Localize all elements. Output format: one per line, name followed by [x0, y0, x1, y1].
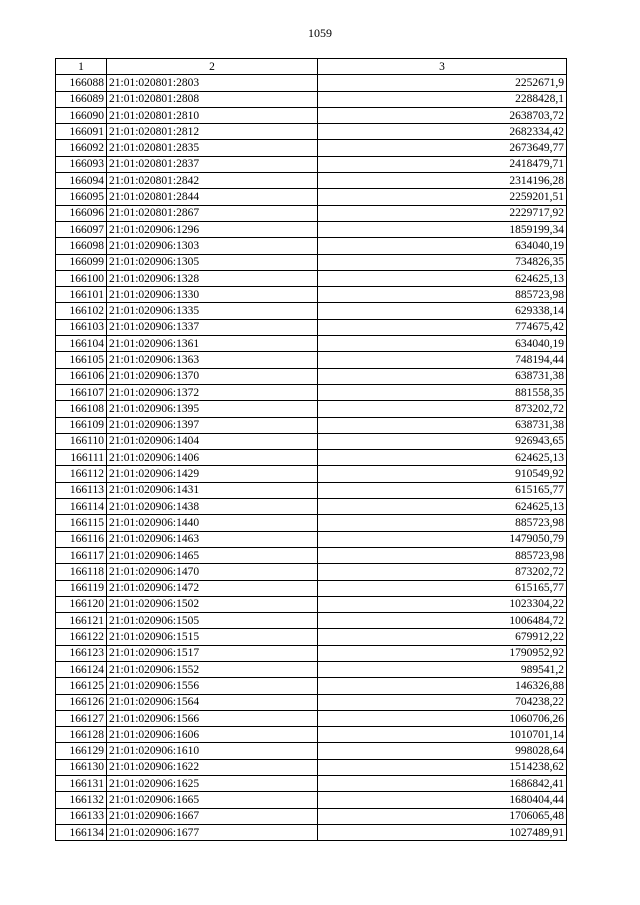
table-row: [56, 91, 567, 107]
cadastral-number-cell: 21:01:020906:1677: [107, 824, 318, 840]
cadastral-number-cell: 21:01:020906:1440: [107, 515, 318, 531]
table-row: [56, 124, 567, 140]
row-number-cell: 166109: [56, 417, 107, 433]
cadastral-number-cell: 21:01:020906:1667: [107, 808, 318, 824]
table-row: [56, 173, 567, 189]
value-cell: 885723,98: [318, 287, 567, 303]
table-row: [56, 482, 567, 498]
value-cell: 1023304,22: [318, 596, 567, 612]
row-number-cell: 166128: [56, 727, 107, 743]
value-cell: 679912,22: [318, 629, 567, 645]
value-cell: 1060706,26: [318, 710, 567, 726]
row-number-cell: 166099: [56, 254, 107, 270]
cadastral-number-cell: 21:01:020906:1305: [107, 254, 318, 270]
cadastral-number-cell: 21:01:020906:1517: [107, 645, 318, 661]
cadastral-number-cell: 21:01:020906:1404: [107, 433, 318, 449]
cadastral-number-cell: 21:01:020906:1556: [107, 678, 318, 694]
table-row: [56, 661, 567, 677]
table-row: [56, 759, 567, 775]
cadastral-number-cell: 21:01:020906:1622: [107, 759, 318, 775]
table-row: [56, 776, 567, 792]
row-number-cell: 166091: [56, 124, 107, 140]
column-header-1: 1: [56, 59, 107, 75]
value-cell: 615165,77: [318, 482, 567, 498]
cadastral-number-cell: 21:01:020801:2842: [107, 173, 318, 189]
value-cell: 2314196,28: [318, 173, 567, 189]
value-cell: 624625,13: [318, 450, 567, 466]
table-row: [56, 270, 567, 286]
value-cell: 734826,35: [318, 254, 567, 270]
table-row: [56, 792, 567, 808]
page-number: 1059: [308, 26, 332, 40]
cadastral-number-cell: 21:01:020906:1470: [107, 564, 318, 580]
value-cell: 624625,13: [318, 270, 567, 286]
row-number-cell: 166090: [56, 107, 107, 123]
value-cell: 926943,65: [318, 433, 567, 449]
row-number-cell: 166101: [56, 287, 107, 303]
cadastral-number-cell: 21:01:020906:1463: [107, 531, 318, 547]
value-cell: 2638703,72: [318, 107, 567, 123]
cadastral-number-cell: 21:01:020801:2810: [107, 107, 318, 123]
table-row: [56, 238, 567, 254]
cadastral-number-cell: 21:01:020906:1438: [107, 499, 318, 515]
row-number-cell: 166132: [56, 792, 107, 808]
row-number-cell: 166092: [56, 140, 107, 156]
cadastral-number-cell: 21:01:020906:1303: [107, 238, 318, 254]
value-cell: 634040,19: [318, 238, 567, 254]
table-row: [56, 75, 567, 91]
cadastral-number-cell: 21:01:020801:2812: [107, 124, 318, 140]
row-number-cell: 166110: [56, 433, 107, 449]
cadastral-number-cell: 21:01:020906:1610: [107, 743, 318, 759]
row-number-cell: 166131: [56, 776, 107, 792]
cadastral-number-cell: 21:01:020801:2844: [107, 189, 318, 205]
row-number-cell: 166122: [56, 629, 107, 645]
table-row: [56, 254, 567, 270]
table-row: [56, 596, 567, 612]
table-row: [56, 221, 567, 237]
row-number-cell: 166089: [56, 91, 107, 107]
table-header-row: [56, 59, 567, 75]
table-row: [56, 205, 567, 221]
cadastral-number-cell: 21:01:020906:1465: [107, 547, 318, 563]
row-number-cell: 166113: [56, 482, 107, 498]
value-cell: 2673649,77: [318, 140, 567, 156]
table-body: [56, 75, 567, 841]
cadastral-number-cell: 21:01:020906:1330: [107, 287, 318, 303]
row-number-cell: 166130: [56, 759, 107, 775]
value-cell: 774675,42: [318, 319, 567, 335]
data-table: [55, 58, 567, 841]
value-cell: 2418479,71: [318, 156, 567, 172]
value-cell: 2682334,42: [318, 124, 567, 140]
table-row: [56, 531, 567, 547]
table-row: [56, 368, 567, 384]
table-row: [56, 613, 567, 629]
table-row: [56, 384, 567, 400]
cadastral-number-cell: 21:01:020906:1431: [107, 482, 318, 498]
table-row: [56, 547, 567, 563]
cadastral-number-cell: 21:01:020801:2808: [107, 91, 318, 107]
table-row: [56, 107, 567, 123]
cadastral-number-cell: 21:01:020801:2837: [107, 156, 318, 172]
row-number-cell: 166129: [56, 743, 107, 759]
cadastral-number-cell: 21:01:020906:1337: [107, 319, 318, 335]
row-number-cell: 166125: [56, 678, 107, 694]
row-number-cell: 166088: [56, 75, 107, 91]
value-cell: 885723,98: [318, 515, 567, 531]
value-cell: 873202,72: [318, 564, 567, 580]
row-number-cell: 166102: [56, 303, 107, 319]
value-cell: 629338,14: [318, 303, 567, 319]
cadastral-number-cell: 21:01:020906:1665: [107, 792, 318, 808]
cadastral-number-cell: 21:01:020906:1552: [107, 661, 318, 677]
cadastral-number-cell: 21:01:020906:1296: [107, 221, 318, 237]
table-row: [56, 808, 567, 824]
row-number-cell: 166120: [56, 596, 107, 612]
cadastral-number-cell: 21:01:020906:1429: [107, 466, 318, 482]
table-row: [56, 433, 567, 449]
value-cell: 1706065,48: [318, 808, 567, 824]
value-cell: 624625,13: [318, 499, 567, 515]
value-cell: 881558,35: [318, 384, 567, 400]
table-row: [56, 189, 567, 205]
column-header-3: 3: [318, 59, 567, 75]
table-row: [56, 710, 567, 726]
row-number-cell: 166106: [56, 368, 107, 384]
row-number-cell: 166097: [56, 221, 107, 237]
row-number-cell: 166116: [56, 531, 107, 547]
value-cell: 1010701,14: [318, 727, 567, 743]
row-number-cell: 166126: [56, 694, 107, 710]
row-number-cell: 166114: [56, 499, 107, 515]
value-cell: 748194,44: [318, 352, 567, 368]
value-cell: 1790952,92: [318, 645, 567, 661]
row-number-cell: 166117: [56, 547, 107, 563]
table-row: [56, 401, 567, 417]
row-number-cell: 166134: [56, 824, 107, 840]
cadastral-number-cell: 21:01:020906:1515: [107, 629, 318, 645]
row-number-cell: 166096: [56, 205, 107, 221]
value-cell: 873202,72: [318, 401, 567, 417]
cadastral-number-cell: 21:01:020906:1328: [107, 270, 318, 286]
cadastral-number-cell: 21:01:020906:1625: [107, 776, 318, 792]
table-row: [56, 466, 567, 482]
table-row: [56, 352, 567, 368]
value-cell: 634040,19: [318, 336, 567, 352]
table-row: [56, 450, 567, 466]
value-cell: 1686842,41: [318, 776, 567, 792]
cadastral-number-cell: 21:01:020906:1370: [107, 368, 318, 384]
value-cell: 998028,64: [318, 743, 567, 759]
row-number-cell: 166119: [56, 580, 107, 596]
value-cell: 1859199,34: [318, 221, 567, 237]
table-row: [56, 156, 567, 172]
value-cell: 638731,38: [318, 417, 567, 433]
cadastral-number-cell: 21:01:020906:1564: [107, 694, 318, 710]
table-row: [56, 287, 567, 303]
value-cell: 638731,38: [318, 368, 567, 384]
cadastral-number-cell: 21:01:020906:1472: [107, 580, 318, 596]
cadastral-number-cell: 21:01:020906:1335: [107, 303, 318, 319]
cadastral-number-cell: 21:01:020801:2835: [107, 140, 318, 156]
value-cell: 989541,2: [318, 661, 567, 677]
row-number-cell: 166111: [56, 450, 107, 466]
cadastral-number-cell: 21:01:020906:1395: [107, 401, 318, 417]
table-row: [56, 499, 567, 515]
table-row: [56, 417, 567, 433]
cadastral-number-cell: 21:01:020906:1502: [107, 596, 318, 612]
value-cell: 1514238,62: [318, 759, 567, 775]
row-number-cell: 166104: [56, 336, 107, 352]
value-cell: 1680404,44: [318, 792, 567, 808]
row-number-cell: 166115: [56, 515, 107, 531]
row-number-cell: 166100: [56, 270, 107, 286]
table-row: [56, 580, 567, 596]
table-row: [56, 645, 567, 661]
value-cell: 146326,88: [318, 678, 567, 694]
table-row: [56, 694, 567, 710]
value-cell: 704238,22: [318, 694, 567, 710]
table-row: [56, 319, 567, 335]
cadastral-number-cell: 21:01:020906:1363: [107, 352, 318, 368]
row-number-cell: 166121: [56, 613, 107, 629]
table-row: [56, 678, 567, 694]
table-row: [56, 727, 567, 743]
value-cell: 910549,92: [318, 466, 567, 482]
row-number-cell: 166108: [56, 401, 107, 417]
row-number-cell: 166123: [56, 645, 107, 661]
row-number-cell: 166105: [56, 352, 107, 368]
table-row: [56, 629, 567, 645]
row-number-cell: 166093: [56, 156, 107, 172]
value-cell: 885723,98: [318, 547, 567, 563]
cadastral-number-cell: 21:01:020801:2803: [107, 75, 318, 91]
row-number-cell: 166133: [56, 808, 107, 824]
table-row: [56, 336, 567, 352]
value-cell: 2288428,1: [318, 91, 567, 107]
value-cell: 2229717,92: [318, 205, 567, 221]
cadastral-number-cell: 21:01:020906:1372: [107, 384, 318, 400]
row-number-cell: 166094: [56, 173, 107, 189]
cadastral-number-cell: 21:01:020906:1505: [107, 613, 318, 629]
row-number-cell: 166124: [56, 661, 107, 677]
cadastral-number-cell: 21:01:020906:1566: [107, 710, 318, 726]
row-number-cell: 166095: [56, 189, 107, 205]
column-header-2: 2: [107, 59, 318, 75]
value-cell: 1027489,91: [318, 824, 567, 840]
table-row: [56, 743, 567, 759]
table-row: [56, 824, 567, 840]
row-number-cell: 166112: [56, 466, 107, 482]
cadastral-number-cell: 21:01:020801:2867: [107, 205, 318, 221]
table-row: [56, 515, 567, 531]
value-cell: 615165,77: [318, 580, 567, 596]
row-number-cell: 166107: [56, 384, 107, 400]
row-number-cell: 166103: [56, 319, 107, 335]
table-row: [56, 303, 567, 319]
cadastral-number-cell: 21:01:020906:1406: [107, 450, 318, 466]
cadastral-number-cell: 21:01:020906:1361: [107, 336, 318, 352]
cadastral-number-cell: 21:01:020906:1606: [107, 727, 318, 743]
value-cell: 2252671,9: [318, 75, 567, 91]
row-number-cell: 166127: [56, 710, 107, 726]
cadastral-number-cell: 21:01:020906:1397: [107, 417, 318, 433]
table-row: [56, 564, 567, 580]
row-number-cell: 166118: [56, 564, 107, 580]
value-cell: 1006484,72: [318, 613, 567, 629]
value-cell: 1479050,79: [318, 531, 567, 547]
table-row: [56, 140, 567, 156]
row-number-cell: 166098: [56, 238, 107, 254]
value-cell: 2259201,51: [318, 189, 567, 205]
